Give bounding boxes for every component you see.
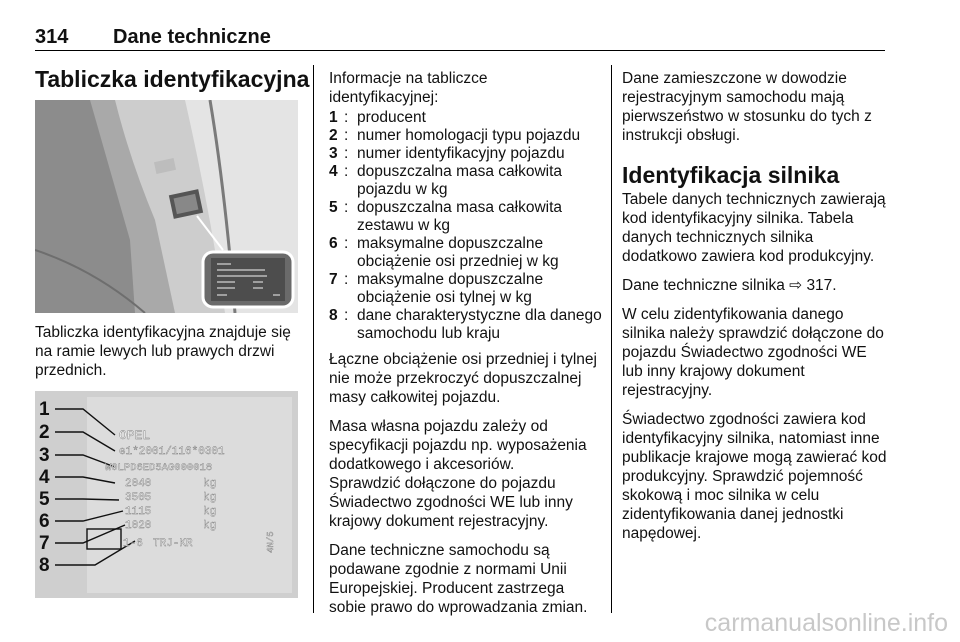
registration-priority-paragraph: Dane zamieszczone w dowodzie rejestracyjnym samochodu mają pierwszeństwo w stosunku do tych z instrukcji obsługi. (622, 70, 872, 144)
plate-footer-left: 1-6 (123, 538, 143, 550)
plate-unit-3: kg (203, 506, 217, 518)
right-body-top (622, 69, 888, 155)
callout-7: 7 (39, 533, 50, 554)
plate-approval: e1*2001/116*0301 (119, 446, 225, 458)
list-item: 3 : numer identyfikacyjny pojazdu (329, 145, 565, 162)
plate-unit-4: kg (203, 520, 217, 532)
plate-unit-2: kg (203, 492, 217, 504)
plate-unit-1: kg (203, 478, 217, 490)
section-title-engine: Identyfikacja silnika (622, 162, 840, 188)
list-item: 1 : producent (329, 109, 426, 126)
page-header (35, 26, 885, 50)
engine-data-reference[interactable]: Dane techniczne silnika ⇨ 317. (622, 277, 837, 294)
callout-6: 6 (39, 511, 50, 532)
check-certificate-paragraph: Sprawdzić dołączone do pojazdu Świadectwo zgodności WE lub inny krajowy dokument rejestracyjny. (329, 475, 573, 530)
engine-certificate-paragraph: Świadectwo zgodności zawiera kod identyfikacyjny silnika, natomiast inne publikacje krajowe mogą zawierać kod produkcyjny. Sprawdzić pojemność skokową i moc silnika w celu zidentyfikowania danej jednostki napędowej. (622, 411, 887, 542)
column-divider-1 (313, 65, 314, 613)
door-frame-photo (35, 100, 298, 313)
page-number: 314 (35, 26, 69, 48)
plate-footer-mid: TRJ-KR (153, 538, 193, 550)
plate-train: 3505 (125, 492, 152, 504)
axle-load-paragraph: Łączne obciążenie osi przedniej i tylnej nie może przekroczyć dopuszczalnej masy całkowitej pojazdu. (329, 351, 597, 406)
id-plate-diagram (35, 391, 298, 598)
list-item: 4 : dopuszczalna masa całkowita pojazdu w kg (329, 163, 563, 198)
right-body (622, 190, 890, 553)
engine-code-paragraph: Tabele danych technicznych zawierają kod identyfikacyjny silnika. Tabela danych technicznych silnika dodatkowo zawiera kod produkcyjny. (622, 191, 886, 265)
callout-1: 1 (39, 399, 50, 420)
watermark: carmanualsonline.info (704, 609, 948, 637)
list-item: 5 : dopuszczalna masa całkowita zestawu w kg (329, 199, 563, 234)
callout-3: 3 (39, 445, 50, 466)
callout-4: 4 (39, 467, 50, 488)
curb-weight-paragraph: Masa własna pojazdu zależy od specyfikacji pojazdu np. wyposażenia dodatkowego i akcesoriów. (329, 418, 587, 473)
callout-2: 2 (39, 422, 50, 443)
plate-location-caption: Tabliczka identyfikacyjna znajduje się na ramie lewych lub prawych drzwi przednich. (35, 324, 291, 379)
plate-front-axle: 1115 (125, 506, 152, 518)
plate-field-list (329, 109, 604, 343)
plate-vin: W0LPD6ED5AG000018 (105, 462, 213, 474)
list-item: 2 : numer homologacji typu pojazdu (329, 127, 581, 144)
plate-footer-right: 4N/5 (266, 531, 276, 553)
list-item: 8 : dane charakterystyczne dla danego samochodu lub kraju (329, 307, 602, 342)
plate-rear-axle: 1020 (125, 520, 152, 532)
engine-identify-paragraph: W celu zidentyfikowania danego silnika należy sprawdzić dołączone do pojazdu Świadectwo zgodności WE lub inny krajowy dokument rejestracyjny. (622, 306, 884, 399)
chapter-title: Dane techniczne (113, 26, 271, 48)
list-item: 7 : maksymalne dopuszczalne obciążenie osi tylnej w kg (329, 271, 544, 306)
list-item: 6 : maksymalne dopuszczalne obciążenie osi przedniej w kg (329, 235, 559, 270)
plate-gross: 2040 (125, 478, 152, 490)
callout-8: 8 (39, 555, 50, 576)
column-divider-2 (611, 65, 612, 613)
plate-info-intro: Informacje na tabliczce identyfikacyjnej: (329, 70, 488, 106)
section-title-plate: Tabliczka identyfikacyjna (35, 66, 310, 92)
plate-maker: OPEL (119, 428, 151, 443)
middle-body (329, 350, 604, 627)
eu-standards-paragraph: Dane techniczne samochodu są podawane zgodnie z normami Unii Europejskiej. Producent zastrzega sobie prawo do wprowadzania zmian. (329, 542, 588, 616)
callout-5: 5 (39, 489, 50, 510)
header-rule (35, 50, 885, 51)
